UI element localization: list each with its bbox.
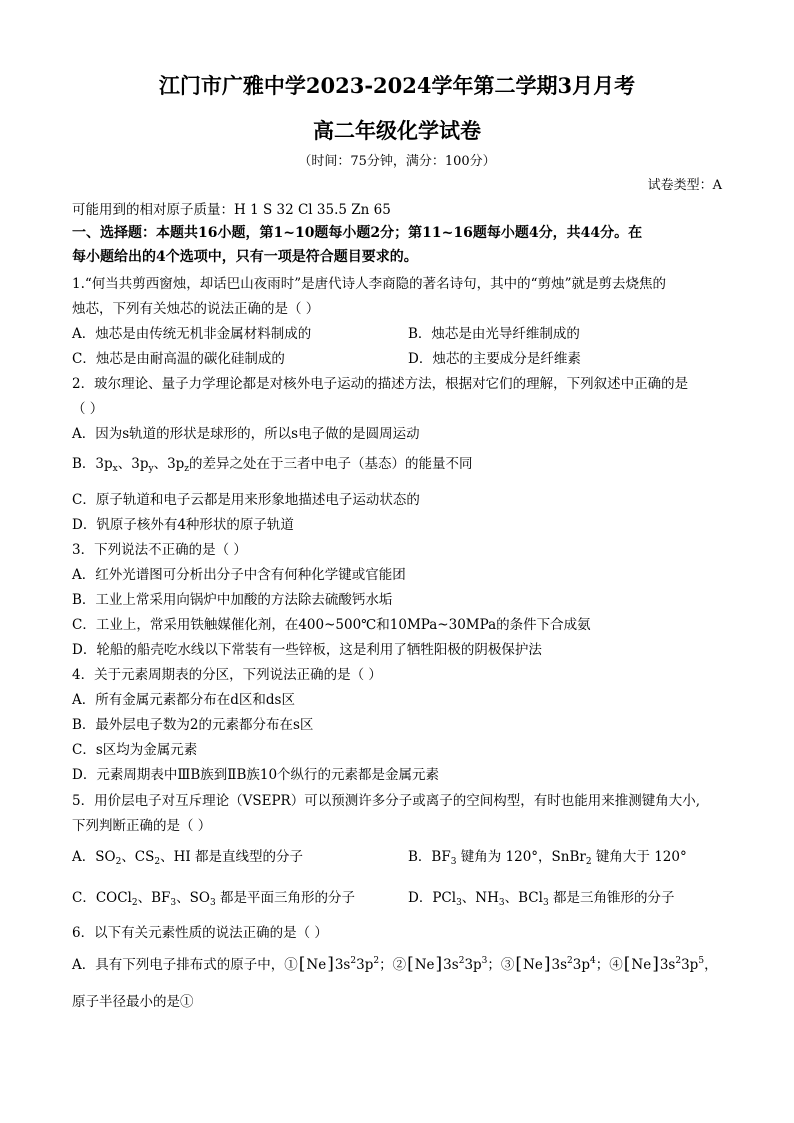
q5-option-d: D．PCl$_3$、$NH_3$、BCl$_3$ 都是三角锥形的分子 bbox=[408, 890, 675, 908]
q3-option-b: B．工业上常采用向锅炉中加酸的方法除去硫酸钙水垢 bbox=[72, 592, 393, 608]
q4-stem: 4．关于元素周期表的分区，下列说法正确的是（ ） bbox=[72, 667, 382, 683]
q2-option-d: D．钒原子核外有4种形状的原子轨道 bbox=[72, 517, 294, 533]
q4-option-d: D．元素周期表中ⅢB族到ⅡB族10个纵行的元素都是金属元素 bbox=[72, 767, 440, 783]
q1-option-d: D．烛芯的主要成分是纤维素 bbox=[408, 351, 581, 367]
q3-stem: 3．下列说法不正确的是（ ） bbox=[72, 542, 247, 558]
q4-option-a: A．所有金属元素都分布在d区和ds区 bbox=[72, 692, 295, 708]
q3-option-d: D．轮船的船壳吃水线以下常装有一些锌板，这是利用了牺牲阳极的阴极保护法 bbox=[72, 642, 542, 658]
exam-title: 江门市广雅中学2023-2024学年第二学期3月月考 bbox=[158, 73, 636, 98]
q4-option-b: B．最外层电子数为2的元素都分布在s区 bbox=[72, 717, 314, 733]
time-info: （时间：75分钟，满分：100分） bbox=[298, 154, 496, 169]
q5-option-c: C．COCl$_2$、$BF_3$、$SO_3$ 都是平面三角形的分子 bbox=[72, 890, 355, 908]
q2-stem-line2: （ ） bbox=[72, 401, 104, 417]
section1-line2: 每小题给出的4个选项中，只有一项是符合题目要求的。 bbox=[72, 249, 418, 265]
q6-option-a: A．具有下列电子排布式的原子中，$①[Ne]3s^23p^2$；$②[Ne]3s^23p^3$；$③[Ne]3s^23p^4$；$④[Ne]3s^23p^5$， bbox=[72, 954, 718, 974]
q4-option-c: C．s区均为金属元素 bbox=[72, 742, 198, 758]
q6-stem: 6．以下有关元素性质的说法正确的是（ ） bbox=[72, 925, 328, 941]
q5-stem-line2: 下列判断正确的是（ ） bbox=[72, 818, 212, 834]
q1-option-b: B．烛芯是由光导纤维制成的 bbox=[408, 326, 580, 342]
q1-stem-line2: 烛芯，下列有关烛芯的说法正确的是（ ） bbox=[72, 301, 320, 317]
q2-option-b: B．$3p_x$、$3p_y$、$3p_z$的差异之处在于三者中电子（基态）的能量不同 bbox=[72, 456, 473, 474]
q6-option-a-cont: 原子半径最小的是① bbox=[72, 994, 194, 1010]
paper-type: 试卷类型：A bbox=[647, 178, 722, 193]
q1-option-c: C．烛芯是由耐高温的碳化硅制成的 bbox=[72, 351, 285, 367]
atomic-masses: 可能用到的相对原子质量：H 1 S 32 Cl 35.5 Zn 65 bbox=[72, 202, 391, 218]
q3-option-a: A．红外光谱图可分析出分子中含有何种化学键或官能团 bbox=[72, 567, 406, 583]
q2-option-c: C．原子轨道和电子云都是用来形象地描述电子运动状态的 bbox=[72, 492, 420, 508]
q2-option-a: A．因为s轨道的形状是球形的，所以s电子做的是圆周运动 bbox=[72, 426, 420, 442]
q1-stem-line1: 1.“何当共剪西窗烛，却话巴山夜雨时”是唐代诗人李商隐的著名诗句，其中的“剪烛”就是剪去烧焦的 bbox=[72, 276, 666, 292]
q5-option-a: A．$SO_2$、$CS_2$、HI 都是直线型的分子 bbox=[72, 849, 304, 867]
q1-option-a: A．烛芯是由传统无机非金属材料制成的 bbox=[72, 326, 312, 342]
q3-option-c: C．工业上，常采用铁触媒催化剂，在400~500℃和10MPa~30MPa的条件下合成氨 bbox=[72, 617, 591, 633]
q2-stem-line1: 2．玻尔理论、量子力学理论都是对核外电子运动的描述方法，根据对它们的理解，下列叙述中正确的是 bbox=[72, 376, 689, 392]
q5-option-b: B．$BF_3$ 键角为 120°，SnBr$_2$ 键角大于 120° bbox=[408, 849, 687, 867]
section1-line1: 一、选择题：本题共16小题，第1~10题每小题2分；第11~16题每小题4分，共44分。在 bbox=[72, 225, 643, 241]
exam-subtitle: 高二年级化学试卷 bbox=[313, 118, 481, 143]
q5-stem-line1: 5．用价层电子对互斥理论（VSEPR）可以预测许多分子或离子的空间构型，有时也能用来推测键角大小, bbox=[72, 793, 700, 809]
